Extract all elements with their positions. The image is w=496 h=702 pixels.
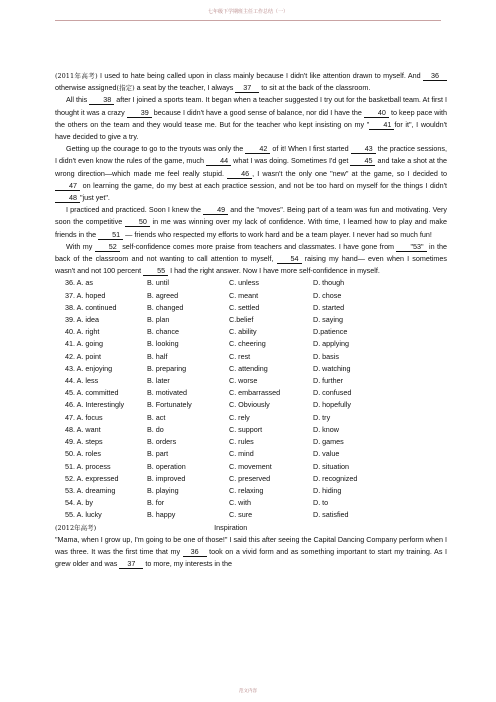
option-cell: D. recognized — [313, 473, 358, 483]
blank-44: 44 — [206, 156, 231, 166]
option-cell: C. sure — [229, 510, 253, 520]
option-cell: D. hopefully — [313, 400, 351, 410]
blank-50: 50 — [125, 217, 150, 227]
option-cell: B. plan — [147, 315, 170, 325]
option-cell: D. satisfied — [313, 510, 349, 520]
option-cell: B. for — [147, 498, 165, 508]
option-cell: D. further — [313, 376, 343, 386]
blank-51: 51 — [98, 230, 123, 240]
option-cell: C. meant — [229, 290, 259, 300]
option-cell: D. try — [313, 412, 331, 422]
blank-2-36: 36 — [183, 547, 207, 557]
option-cell: B. Fortunately — [147, 400, 192, 410]
blank-43: 43 — [351, 144, 376, 154]
page-footer: 范文内容 — [239, 689, 257, 694]
blank-42: 42 — [245, 144, 270, 154]
option-cell: D. to — [313, 498, 329, 508]
option-cell: C. unless — [229, 278, 259, 288]
blank-2-37: 37 — [119, 559, 143, 569]
option-cell: D. watching — [313, 363, 351, 373]
blank-36: 36 — [423, 71, 447, 81]
passage1-paragraph-5: With my 52 self-confidence comes more praise from teachers and classmates. I have gone from "53" in the back of the classroom and not wanting to call attention to myself, 54 raising my hand— even when I sometimes wasn't and not 100 percent 55 I had the right answer. Now I have more self-confidence in myself. — [55, 241, 447, 276]
option-cell: D. know — [313, 424, 339, 434]
option-cell: B. playing — [147, 485, 179, 495]
option-cell: D. value — [313, 449, 340, 459]
option-row — [65, 375, 413, 387]
option-cell: 45. A. committed — [65, 388, 119, 398]
blank-45: 45 — [350, 156, 375, 166]
option-cell: 43. A. enjoying — [65, 363, 113, 373]
passage2-heading — [55, 522, 447, 534]
passage1-paragraph-1: (2011年高考) I used to hate being called upon in class mainly because I didn't like attention drawn to myself. And 36 otherwise assigned(指定) a seat by the teacher, I always 37 to sit at the back of the classroom. — [55, 70, 447, 94]
blank-49: 49 — [203, 205, 228, 215]
option-cell: C. Obviously — [229, 400, 270, 410]
option-cell: 47. A. focus — [65, 412, 103, 422]
option-cell: C. worse — [229, 376, 258, 386]
blank-53: "53" — [396, 242, 426, 252]
option-cell: B. happy — [147, 510, 176, 520]
blank-38: 38 — [89, 95, 114, 105]
option-cell: D. though — [313, 278, 345, 288]
option-cell: 40. A. right — [65, 327, 100, 337]
document-body — [55, 70, 447, 570]
option-row — [65, 473, 413, 485]
option-row — [65, 302, 413, 314]
passage2-paragraph-1: "Mama, when I grow up, I'm going to be one of those!" I said this after seeing the Capital Dancing Company perform when I was three. It was the first time that my 36 took on a vivid form and as something important to start my training. As I grew older and was 37 to more, my interests in the — [55, 534, 447, 569]
blank-37: 37 — [235, 83, 259, 93]
passage2-title: Inspiration — [214, 522, 248, 532]
option-cell: C. with — [229, 498, 251, 508]
option-cell: 46. A. Interestingly — [65, 400, 125, 410]
option-cell: C. movement — [229, 461, 272, 471]
passage1-paragraph-4: I practiced and practiced. Soon I knew the 49 and the "moves". Being part of a team was fun and motivating. Very soon the competitive 50 in me was winning over my lack of confidence. With time, I learned how to play and make friends in the 51 — friends who respected my efforts to work hard and be a team player. I never had so much fun! — [55, 205, 448, 239]
option-cell: C. rest — [229, 351, 251, 361]
option-cell: C. cheering — [229, 339, 266, 349]
passage1-paragraph-2: All this 38 after I joined a sports team. It began when a teacher suggested I try out for the basketball team. At first I thought it was a crazy 39 because I didn't have a good sense of balance, nor did I have the 40 to keep pace with the others on the team and they would tease me. But for the teacher who kept insisting on my " 41 for it", I wouldn't have decided to give a try. — [55, 95, 448, 142]
option-row — [65, 363, 413, 375]
option-cell: D.patience — [313, 327, 348, 337]
option-cell: B. later — [147, 376, 170, 386]
option-cell: B. motivated — [147, 388, 187, 398]
option-row — [65, 448, 413, 460]
option-row — [65, 436, 413, 448]
option-cell: 38. A. continued — [65, 302, 117, 312]
option-cell: 41. A. going — [65, 339, 103, 349]
option-cell: 53. A. dreaming — [65, 485, 116, 495]
option-cell: D. hiding — [313, 485, 342, 495]
option-cell: B. preparing — [147, 363, 187, 373]
option-row — [65, 461, 413, 473]
option-cell: 54. A. by — [65, 498, 93, 508]
passage2-year-label: (2012年高考) — [55, 523, 97, 532]
answer-options — [65, 277, 413, 521]
option-cell: C. relaxing — [229, 485, 264, 495]
option-row — [65, 399, 413, 411]
option-cell: C. ability — [229, 327, 257, 337]
option-cell: 39. A. idea — [65, 315, 99, 325]
option-cell: 49. A. steps — [65, 437, 103, 447]
option-row — [65, 314, 413, 326]
option-cell: D. basis — [313, 351, 339, 361]
option-cell: B. part — [147, 449, 169, 459]
option-cell: 44. A. less — [65, 376, 99, 386]
option-cell: C. mind — [229, 449, 254, 459]
blank-46: 46 — [227, 169, 252, 179]
option-cell: 52. A. expressed — [65, 473, 119, 483]
option-cell: D. confused — [313, 388, 352, 398]
option-cell: B. looking — [147, 339, 179, 349]
option-cell: B. half — [147, 351, 168, 361]
option-row — [65, 326, 413, 338]
option-cell: C. rules — [229, 437, 254, 447]
option-cell: D. applying — [313, 339, 349, 349]
option-cell: B. chance — [147, 327, 179, 337]
blank-48: 48 — [55, 193, 80, 203]
blank-40: 40 — [364, 108, 389, 118]
option-cell: B. improved — [147, 473, 186, 483]
option-cell: B. operation — [147, 461, 186, 471]
page-header: 七年级下学期班主任工作总结（一） — [207, 9, 288, 15]
option-cell: C. embarrassed — [229, 388, 281, 398]
option-row — [65, 290, 413, 302]
blank-39: 39 — [127, 108, 152, 118]
option-cell: D. started — [313, 302, 345, 312]
option-cell: 48. A. want — [65, 424, 101, 434]
option-cell: B. act — [147, 412, 166, 422]
option-cell: D. chose — [313, 290, 342, 300]
blank-41: 41 — [369, 120, 394, 130]
option-cell: 50. A. roles — [65, 449, 101, 459]
option-cell: C.belief — [229, 315, 254, 325]
option-cell: 51. A. process — [65, 461, 111, 471]
option-cell: 42. A. point — [65, 351, 101, 361]
option-row — [65, 387, 413, 399]
option-cell: B. do — [147, 424, 164, 434]
option-cell: B. until — [147, 278, 169, 288]
blank-47: 47 — [55, 181, 80, 191]
option-cell: D. situation — [313, 461, 349, 471]
option-cell: B. orders — [147, 437, 177, 447]
option-cell: 37. A. hoped — [65, 290, 106, 300]
passage1-paragraph-3: Getting up the courage to go to the tryouts was only the 42 of it! When I first started 43 the practice sessions, I didn't even know the rules of the game, much 44 what I was doing. Sometimes I'd get 45 and take a shot at the wrong direction—which made me feel really stupid. 46 , I wasn't the only one "new" at the game, so I decided to 47 on learning the game, do my best at each practice session, and not be too hard on myself for the things I didn't 48 "just yet". — [55, 144, 447, 203]
option-row — [65, 485, 413, 497]
option-cell: D. games — [313, 437, 344, 447]
option-cell: 55. A. lucky — [65, 510, 102, 520]
option-row — [65, 351, 413, 363]
option-row — [65, 509, 413, 521]
header-divider — [55, 20, 441, 21]
option-cell: C. attending — [229, 363, 268, 373]
option-cell: C. settled — [229, 302, 260, 312]
option-row — [65, 338, 413, 350]
blank-52: 52 — [95, 242, 120, 252]
option-row — [65, 277, 413, 289]
option-cell: 36. A. as — [65, 278, 93, 288]
option-cell: D. saying — [313, 315, 343, 325]
option-row — [65, 424, 413, 436]
option-cell: B. changed — [147, 302, 184, 312]
option-cell: C. preserved — [229, 473, 271, 483]
option-cell: C. rely — [229, 412, 250, 422]
option-row — [65, 497, 413, 509]
option-cell: C. support — [229, 424, 263, 434]
option-row — [65, 412, 413, 424]
blank-55: 55 — [143, 266, 168, 276]
option-cell: B. agreed — [147, 290, 179, 300]
blank-54: 54 — [277, 254, 302, 264]
